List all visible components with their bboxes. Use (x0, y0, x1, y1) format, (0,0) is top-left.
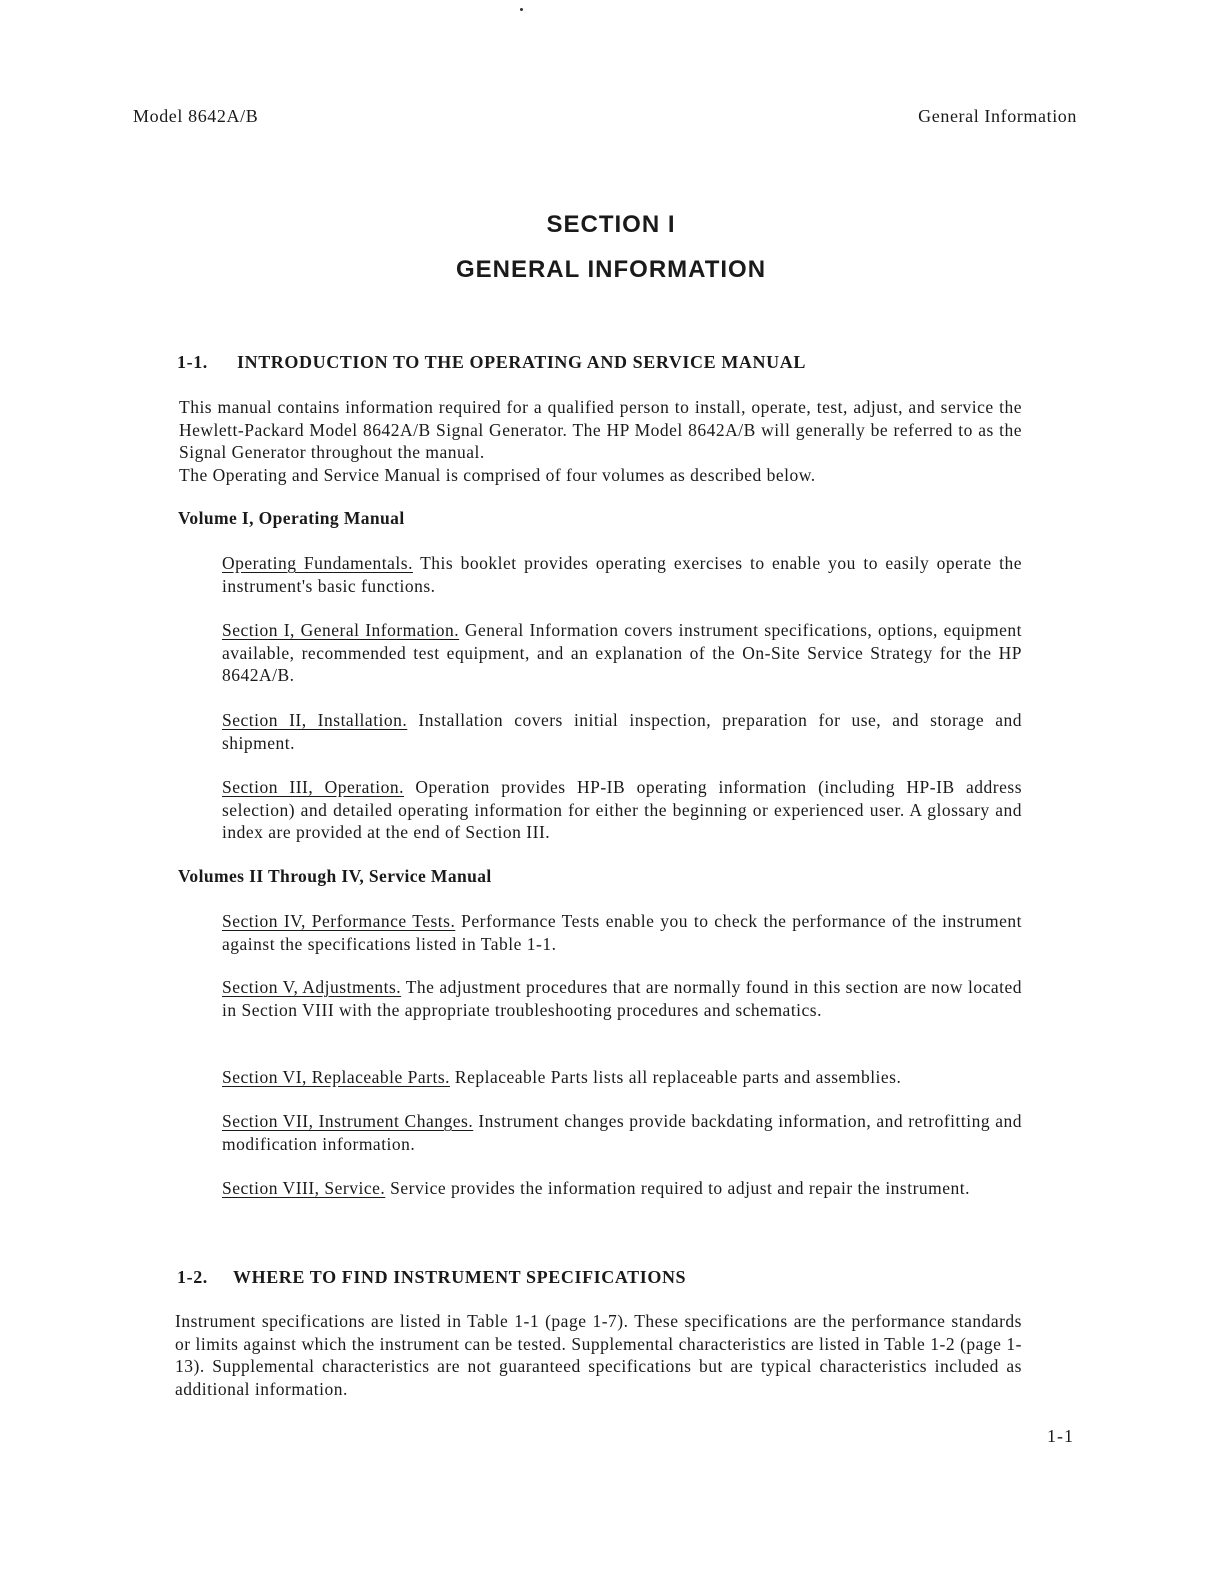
entry-title: Section VII, Instrument Changes. (222, 1111, 474, 1131)
volume-2-heading: Volumes II Through IV, Service Manual (178, 866, 492, 886)
specs-paragraph: Instrument specifications are listed in Table 1-1 (page 1-7). These specifications are the performance standards or limits against which the instrument can be tested. Supplemental characteristics are listed in Table 1-2 (page 1-13). Supplemental characteristics are not guaranteed specifications but are typical characteristics included as additional information. (175, 1311, 1022, 1399)
entry-title: Section IV, Performance Tests. (222, 911, 456, 931)
heading-1-1 (177, 352, 806, 373)
heading-1-2 (177, 1267, 686, 1288)
entry-section-1 (222, 619, 1022, 687)
entry-title: Section VIII, Service. (222, 1178, 386, 1198)
entry-section-3 (222, 776, 1022, 844)
heading-text: INTRODUCTION TO THE OPERATING AND SERVICE MANUAL (237, 352, 806, 372)
entry-text: Performance Tests enable you to check the performance of the instrument against the specifications listed in Table 1-1. (222, 911, 1022, 954)
entry-section-5 (222, 976, 1022, 1021)
entry-text: The adjustment procedures that are normally found in this section are now located in Section VIII with the appropriate troubleshooting procedures and schematics. (222, 977, 1022, 1020)
entry-text: Service provides the information required to adjust and repair the instrument. (385, 1178, 971, 1198)
page-number: 1-1 (1047, 1426, 1074, 1446)
entry-section-4 (222, 910, 1022, 955)
scan-speck (520, 8, 523, 11)
volume-1-heading: Volume I, Operating Manual (178, 508, 405, 528)
entry-text: This booklet provides operating exercises to enable you to easily operate the instrument's basic functions. (222, 553, 1022, 596)
heading-number: 1-2. (177, 1267, 208, 1287)
entry-text: Operation provides HP-IB operating information (including HP-IB address selection) and detailed operating information for either the beginning or experienced user. A glossary and index are provided at the end of Section III. (222, 777, 1023, 842)
entry-text: Installation covers initial inspection, preparation for use, and storage and shipment. (222, 710, 1022, 753)
entry-title: Operating Fundamentals. (222, 553, 413, 573)
header-section-name: General Information (918, 106, 1077, 126)
section-number: SECTION I (546, 211, 676, 238)
entry-text: General Information covers instrument specifications, options, equipment available, recommended test equipment, and an explanation of the On-Site Service Strategy for the HP 8642A/B. (222, 620, 1022, 685)
entry-section-8 (222, 1177, 1022, 1200)
entry-section-2 (222, 709, 1022, 754)
entry-title: Section II, Installation. (222, 710, 408, 730)
entry-title: Section V, Adjustments. (222, 977, 402, 997)
entry-section-7 (222, 1110, 1022, 1155)
intro-text-2: The Operating and Service Manual is comprised of four volumes as described below. (179, 464, 816, 485)
heading-text: WHERE TO FIND INSTRUMENT SPECIFICATIONS (233, 1267, 687, 1287)
intro-paragraph (179, 396, 1022, 486)
entry-title: Section I, General Information. (222, 620, 460, 640)
intro-text: This manual contains information required for a qualified person to install, operate, test, adjust, and service the Hewlett-Packard Model 8642A/B Signal Generator. The HP Model 8642A/B will generally be referred to as the Signal Generator throughout the manual. (179, 397, 1022, 462)
entry-title: Section VI, Replaceable Parts. (222, 1067, 451, 1087)
section-title: GENERAL INFORMATION (455, 256, 767, 283)
heading-number: 1-1. (177, 352, 208, 372)
entry-section-6 (222, 1066, 1022, 1089)
entry-operating-fundamentals (222, 552, 1022, 597)
entry-title: Section III, Operation. (222, 777, 405, 797)
header-model: Model 8642A/B (133, 106, 259, 126)
entry-text: Instrument changes provide backdating information, and retrofitting and modification information. (222, 1111, 1022, 1154)
entry-text: Replaceable Parts lists all replaceable parts and assemblies. (450, 1067, 902, 1087)
